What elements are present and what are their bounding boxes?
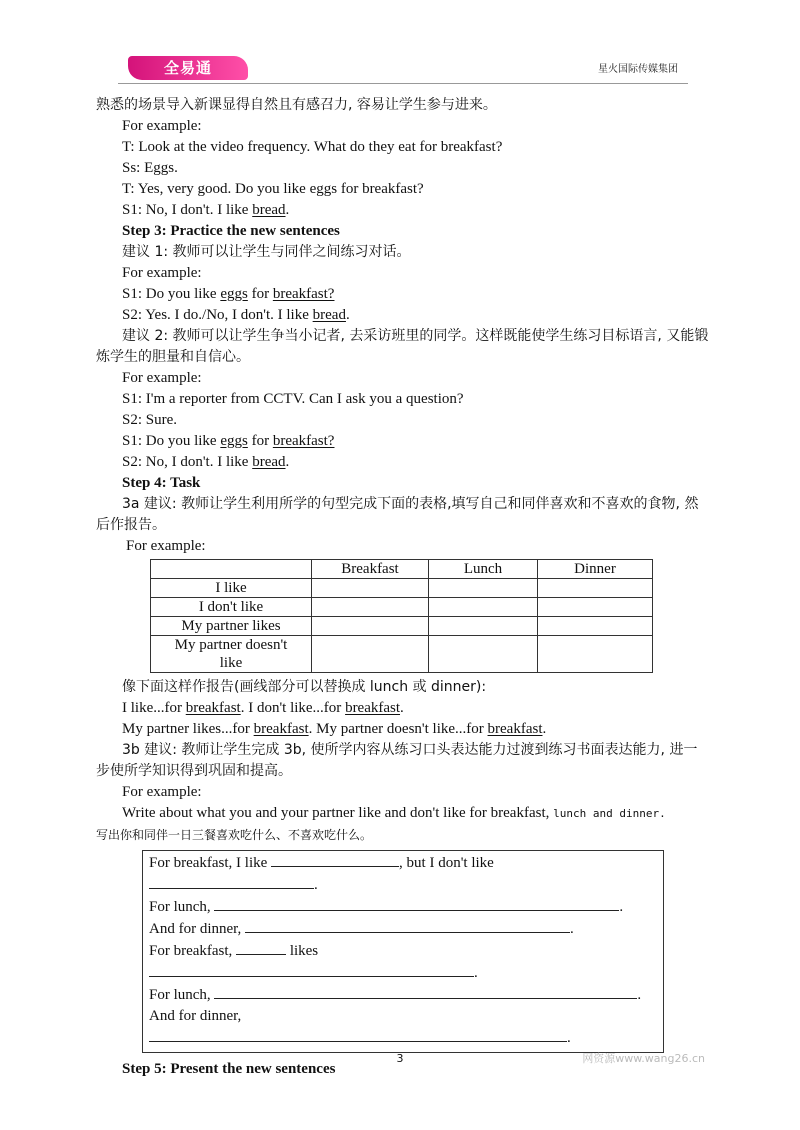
writing-line: For lunch, . bbox=[149, 984, 657, 1006]
blank[interactable] bbox=[245, 918, 570, 933]
writing-line: For breakfast, I like , but I don't like bbox=[149, 852, 657, 874]
suggestion: 像下面这样作报告(画线部分可以替换成 lunch 或 dinner): bbox=[122, 679, 487, 695]
blank[interactable] bbox=[149, 874, 314, 889]
writing-line: . bbox=[149, 1027, 657, 1049]
table-cell[interactable] bbox=[538, 617, 653, 636]
paragraph: For example: bbox=[122, 265, 202, 281]
document-body bbox=[96, 95, 710, 1080]
paragraph: For example: bbox=[122, 370, 202, 386]
page-header bbox=[118, 52, 688, 84]
step-heading: Step 3: Practice the new sentences bbox=[122, 223, 340, 239]
table-cell[interactable] bbox=[312, 579, 429, 598]
blank[interactable] bbox=[149, 1027, 567, 1042]
example-sentence: I like...for breakfast. I don't like...for breakfast. bbox=[122, 700, 404, 716]
step-heading: Step 4: Task bbox=[122, 475, 201, 491]
table-cell[interactable] bbox=[429, 617, 538, 636]
table-row bbox=[151, 598, 653, 617]
writing-line: . bbox=[149, 874, 657, 896]
task-instruction-zh: 写出你和同伴一日三餐喜欢吃什么、不喜欢吃什么。 bbox=[96, 828, 373, 842]
row-label: My partner doesn't like bbox=[151, 636, 312, 673]
table-row bbox=[151, 617, 653, 636]
row-label: My partner likes bbox=[151, 617, 312, 636]
header-divider bbox=[118, 83, 688, 84]
table-header-cell: Breakfast bbox=[312, 560, 429, 579]
table-header-cell bbox=[151, 560, 312, 579]
blank[interactable] bbox=[271, 852, 399, 867]
writing-line: And for dinner, . bbox=[149, 918, 657, 940]
table-header-cell: Dinner bbox=[538, 560, 653, 579]
page-number: 3 bbox=[396, 1052, 404, 1065]
dialogue-line: S1: No, I don't. I like bread. bbox=[122, 202, 290, 218]
blank[interactable] bbox=[236, 940, 286, 955]
suggestion: 3b 建议: 教师让学生完成 3b, 使所学内容从练习口头表达能力过渡到练习书面表达能力, 进一步使所学知识得到巩固和提高。 bbox=[96, 742, 698, 779]
writing-box bbox=[142, 850, 664, 1053]
suggestion: 3a 建议: 教师让学生利用所学的句型完成下面的表格,填写自己和同伴喜欢和不喜欢的食物, 然后作报告。 bbox=[96, 496, 699, 533]
table-cell[interactable] bbox=[312, 617, 429, 636]
table-cell[interactable] bbox=[312, 636, 429, 673]
dialogue-line: S2: Yes. I do./No, I don't. I like bread. bbox=[122, 307, 350, 323]
table-cell[interactable] bbox=[312, 598, 429, 617]
blank[interactable] bbox=[214, 984, 637, 999]
food-preference-table bbox=[150, 559, 653, 673]
dialogue-line: T: Look at the video frequency. What do they eat for breakfast? bbox=[122, 139, 503, 155]
brand-logo: 全易通 bbox=[128, 56, 248, 80]
table-cell[interactable] bbox=[538, 636, 653, 673]
task-instruction: Write about what you and your partner like and don't like for breakfast, lunch and dinner. bbox=[122, 805, 666, 821]
table-cell[interactable] bbox=[538, 598, 653, 617]
dialogue-line: Ss: Eggs. bbox=[122, 160, 178, 176]
table-row bbox=[151, 579, 653, 598]
row-label: I don't like bbox=[151, 598, 312, 617]
paragraph: For example: bbox=[122, 784, 202, 800]
example-sentence: My partner likes...for breakfast. My partner doesn't like...for breakfast. bbox=[122, 721, 547, 737]
table-cell[interactable] bbox=[538, 579, 653, 598]
dialogue-line: S1: Do you like eggs for breakfast? bbox=[122, 286, 335, 302]
table-header-cell: Lunch bbox=[429, 560, 538, 579]
blank[interactable] bbox=[149, 962, 474, 977]
writing-line: And for dinner, bbox=[149, 1008, 242, 1024]
dialogue-line: T: Yes, very good. Do you like eggs for breakfast? bbox=[122, 181, 424, 197]
dialogue-line: S1: Do you like eggs for breakfast? bbox=[122, 433, 335, 449]
paragraph: For example: bbox=[126, 538, 206, 554]
step-heading: Step 5: Present the new sentences bbox=[122, 1061, 336, 1077]
paragraph: For example: bbox=[122, 118, 202, 134]
table-header-row bbox=[151, 560, 653, 579]
row-label: I like bbox=[151, 579, 312, 598]
table-cell[interactable] bbox=[429, 636, 538, 673]
table-row bbox=[151, 636, 653, 673]
dialogue-line: S2: Sure. bbox=[122, 412, 178, 428]
dialogue-line: S2: No, I don't. I like bread. bbox=[122, 454, 290, 470]
company-name: 星火国际传媒集团 bbox=[598, 64, 678, 75]
writing-line: . bbox=[149, 962, 657, 984]
suggestion: 建议 1: 教师可以让学生与同伴之间练习对话。 bbox=[122, 244, 411, 260]
table-cell[interactable] bbox=[429, 579, 538, 598]
suggestion: 建议 2: 教师可以让学生争当小记者, 去采访班里的同学。这样既能使学生练习目标语言, 又能锻炼学生的胆量和自信心。 bbox=[96, 328, 709, 365]
table-cell[interactable] bbox=[429, 598, 538, 617]
paragraph: 熟悉的场景导入新课显得自然且有感召力, 容易让学生参与进来。 bbox=[96, 97, 497, 113]
watermark: 网资源www.wang26.cn bbox=[582, 1052, 705, 1065]
dialogue-line: S1: I'm a reporter from CCTV. Can I ask you a question? bbox=[122, 391, 464, 407]
blank[interactable] bbox=[214, 896, 619, 911]
writing-line: For breakfast, likes bbox=[149, 940, 657, 962]
writing-line: For lunch, . bbox=[149, 896, 657, 918]
